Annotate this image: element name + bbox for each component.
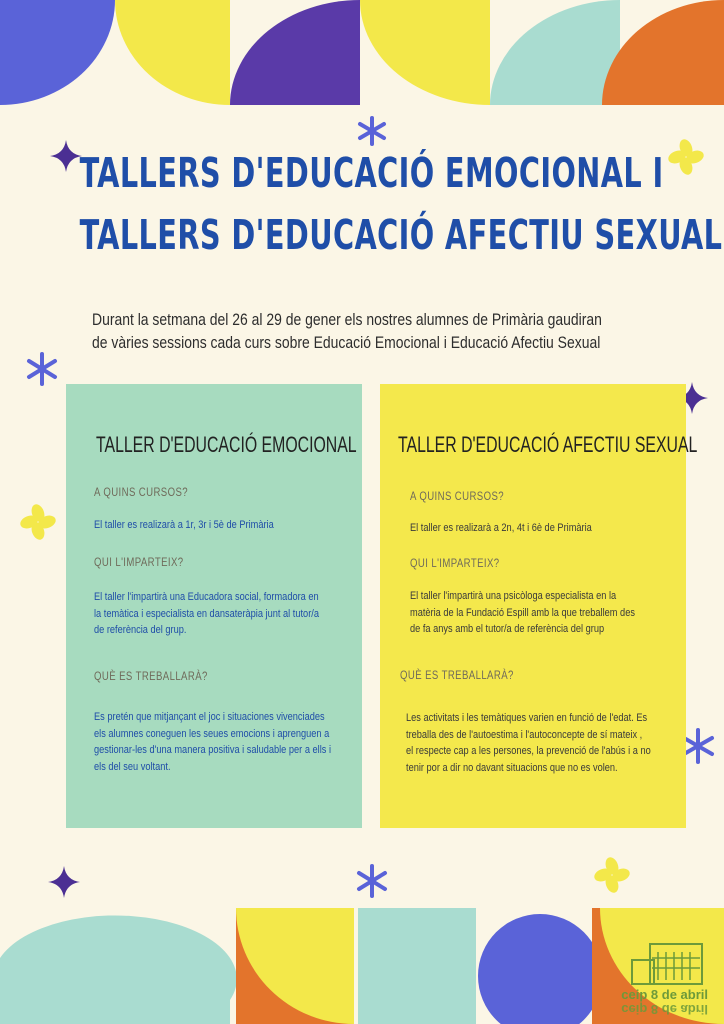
question-courses: A QUINS CURSOS? <box>410 489 505 503</box>
card-affective-sexual-education <box>380 384 698 828</box>
answer-courses: El taller es realizarà a 1r, 3r i 5è de Primària <box>94 519 274 531</box>
top-teal-half-circle <box>490 0 620 105</box>
answer-who: El taller l'impartirà una Educadora social, formadora en la temàtica i especialista en dansateràpia junt al tutor/a de referència del grup. <box>94 591 319 636</box>
card-title: TALLER D'EDUCACIÓ AFECTIU SEXUAL <box>398 432 698 457</box>
intro-paragraph <box>92 308 692 354</box>
card-title: TALLER D'EDUCACIÓ EMOCIONAL <box>96 432 357 457</box>
school-logo <box>600 940 710 1016</box>
intro-line-1: Durant la setmana del 26 al 29 de gener els nostres alumnes de Primària gaudiran <box>92 310 602 329</box>
school-building-icon <box>628 940 706 986</box>
answer-courses: El taller es realizarà a 2n, 4t i 6è de Primària <box>410 522 592 534</box>
card-emotional-education <box>66 384 362 828</box>
intro-line-2: de vàries sessions cada curs sobre Educació Emocional i Educació Afectiu Sexual <box>92 333 601 352</box>
logo-text: ceip 8 de abril <box>621 987 708 1002</box>
top-purple-half-circle <box>230 0 360 105</box>
answer-who: El taller l'impartirà una psicòloga especialista en la matèria de la Fundació Espill amb la que treballem des de fa anys amb el tutor/a de referència del grup <box>410 590 635 635</box>
top-blue-quarter-circle <box>0 0 115 105</box>
title-line-1: TALLERS D'EDUCACIÓ EMOCIONAL I <box>79 149 664 197</box>
top-yellow-half-circle <box>115 0 230 105</box>
logo-text-mirrored: ceip 8 de abril <box>621 1002 708 1017</box>
question-topics: QUÈ ES TREBALLARÀ? <box>94 669 208 683</box>
four-petal-flower-icon <box>592 855 631 894</box>
answer-topics: Es pretén que mitjançant el joc i situaciones vivenciades els alumnes coneguen les seues emocions i aprenguen a gestionar-les d'una manera positiva i saludable per a ells i els del seu voltant. <box>94 711 332 773</box>
sparkle-star-icon <box>48 866 80 898</box>
title-line-2: TALLERS D'EDUCACIÓ AFECTIU SEXUAL <box>79 211 723 259</box>
question-who: QUI L'IMPARTEIX? <box>94 555 184 569</box>
question-who: QUI L'IMPARTEIX? <box>410 556 500 570</box>
question-courses: A QUINS CURSOS? <box>94 485 189 499</box>
bottom-teal-dome <box>0 915 237 1024</box>
question-topics: QUÈ ES TREBALLARÀ? <box>400 668 514 682</box>
page-title <box>79 142 723 266</box>
asterisk-icon <box>360 118 384 144</box>
top-yellow-half-disc <box>360 0 490 105</box>
sparkle-star-icon <box>50 140 82 172</box>
bottom-teal-block <box>358 908 476 1024</box>
asterisk-icon <box>29 354 55 384</box>
answer-topics: Les activitats i les temàtiques varien en funció de l'edat. Es treballa des de l'autoestima i l'autoconcepte de sí mateix , el respecte cap a les persones, la prevenció de l'abús i a no tenir por a dir no davant situacions que no es volen. <box>406 712 651 774</box>
asterisk-icon <box>359 866 385 896</box>
four-petal-flower-icon <box>666 137 705 176</box>
four-petal-flower-icon <box>18 502 57 541</box>
top-orange-half-circle <box>602 0 724 105</box>
